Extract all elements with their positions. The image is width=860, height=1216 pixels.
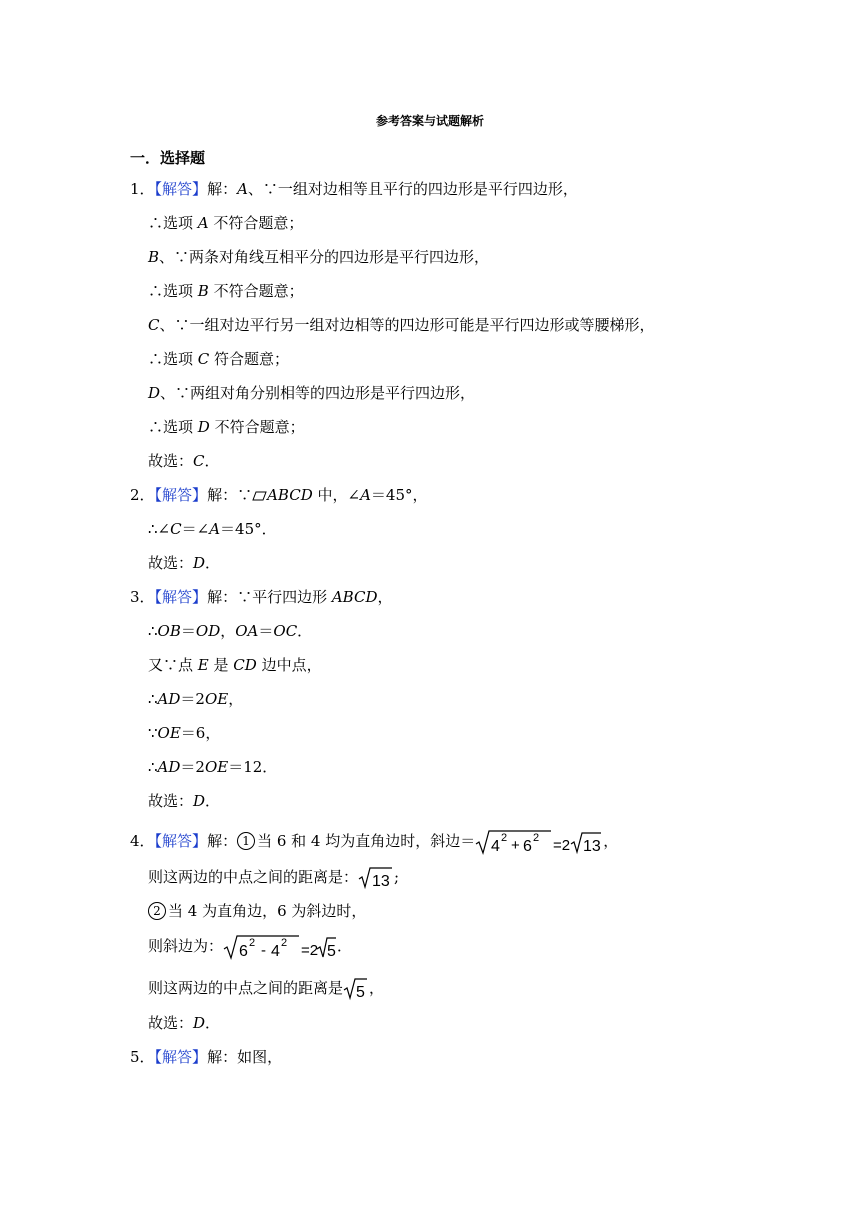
- q2-text: ＝∠: [181, 520, 210, 538]
- sqrt-expression-3: [223, 934, 337, 960]
- q3-text: 边中点，: [256, 656, 322, 674]
- q1-line-4: [148, 281, 304, 301]
- q1-line-9: [148, 451, 220, 471]
- q4-text: 故选：: [148, 1014, 194, 1032]
- q3-var: OD: [195, 622, 221, 640]
- q5-number: 5．: [130, 1048, 155, 1066]
- q3-var: ABCD: [331, 588, 378, 606]
- q1-text: ∴选项: [148, 282, 198, 300]
- math-equals: =2: [301, 942, 319, 959]
- math-exponent: 2: [249, 937, 256, 949]
- q5-answer-tag: 【解答】: [154, 1048, 208, 1066]
- q4-line-5: [148, 977, 384, 1001]
- q1-text: 、∵一组对边相等且平行的四边形是平行四边形，: [247, 180, 578, 198]
- math-term: 5: [356, 984, 365, 1001]
- q4-line-6: [148, 1013, 220, 1033]
- q3-text: ，: [228, 690, 244, 708]
- q3-text: ∴: [148, 622, 158, 640]
- math-term: 13: [372, 873, 390, 890]
- sqrt-expression-1: [475, 829, 603, 855]
- q4-answer-tag: 【解答】: [154, 832, 208, 850]
- q1-line-6: [148, 349, 289, 369]
- q1-var: C: [148, 316, 160, 334]
- q3-var: AD: [157, 690, 181, 708]
- q1-line-3: [148, 247, 489, 267]
- math-operator: +: [511, 837, 521, 854]
- q1-text: ∴选项: [148, 418, 198, 436]
- q3-text: ＝: [258, 622, 274, 640]
- math-term: 6: [523, 838, 533, 855]
- q1-line-2: [148, 213, 303, 233]
- parallelogram-icon: [252, 491, 267, 501]
- q3-line-2: [148, 621, 312, 641]
- math-operator: -: [261, 942, 267, 959]
- math-term: 13: [583, 838, 602, 855]
- q1-number: 1．: [130, 180, 155, 198]
- q3-text: 是: [208, 656, 234, 674]
- q1-var: A: [237, 180, 248, 198]
- q2-line-2: [148, 519, 277, 539]
- q2-var: A: [360, 486, 371, 504]
- math-term: 4: [271, 943, 280, 960]
- q4-number: 4．: [130, 832, 155, 850]
- q1-var: A: [197, 214, 209, 232]
- q3-text: 解：∵平行四边形: [207, 588, 332, 606]
- q4-text: ，: [603, 832, 619, 850]
- q4-var: D: [193, 1014, 206, 1032]
- q3-text: ＝6，: [180, 724, 221, 742]
- q3-answer-tag: 【解答】: [154, 588, 208, 606]
- q1-line-5: [148, 315, 655, 335]
- math-exponent: 2: [501, 832, 508, 844]
- q3-var: CD: [233, 656, 257, 674]
- q1-text: ∴选项: [148, 350, 198, 368]
- q3-var: OE: [204, 690, 229, 708]
- q3-text: ．: [205, 792, 221, 810]
- q1-text: 、∵两组对角分别相等的四边形是平行四边形，: [160, 384, 476, 402]
- q3-var: OB: [157, 622, 181, 640]
- q2-text: ．: [205, 554, 221, 572]
- sqrt-expression-2: [358, 866, 394, 890]
- q2-var: C: [170, 520, 182, 538]
- math-exponent: 2: [281, 937, 288, 949]
- q4-text: ．: [337, 937, 353, 955]
- q3-text: ∵: [148, 724, 158, 742]
- q4-line-3: [148, 901, 366, 921]
- q1-text: 解：: [207, 180, 238, 198]
- section-heading: 一．选择题: [130, 149, 206, 167]
- q3-var: OC: [273, 622, 298, 640]
- q2-answer-tag: 【解答】: [154, 486, 208, 504]
- q1-text: 、∵一组对边平行另一组对边相等的四边形可能是平行四边形或等腰梯形，: [159, 316, 655, 334]
- q2-text: ＝45°，: [370, 486, 428, 504]
- page-title: 参考答案与试题解析: [375, 114, 484, 128]
- q2-line-1: [130, 485, 428, 505]
- q3-var: OA: [235, 622, 259, 640]
- q3-line-5: [148, 723, 220, 743]
- q2-var: A: [209, 520, 221, 538]
- q1-text: 不符合题意；: [208, 282, 304, 300]
- q1-var: D: [148, 384, 161, 402]
- q3-text: ＝2: [180, 758, 205, 776]
- q1-line-7: [148, 383, 475, 403]
- q1-answer-tag: 【解答】: [154, 180, 208, 198]
- q3-text: 又∵点: [148, 656, 198, 674]
- q5-line-1: [130, 1047, 282, 1067]
- q3-line-1: [130, 587, 393, 607]
- q3-var: OE: [157, 724, 181, 742]
- q3-line-6: [148, 757, 277, 777]
- sqrt-expression-4: [343, 977, 369, 1001]
- q3-line-4: [148, 689, 243, 709]
- q4-text: 解：: [207, 832, 238, 850]
- q1-var: D: [197, 418, 210, 436]
- q3-text: ，: [220, 622, 236, 640]
- q3-text: ＝: [180, 622, 196, 640]
- q1-text: 不符合题意；: [209, 418, 305, 436]
- q3-text: ∴: [148, 690, 158, 708]
- q1-text: ．: [204, 452, 220, 470]
- q2-var: ABCD: [267, 486, 313, 504]
- q1-var: C: [193, 452, 205, 470]
- q3-text: 故选：: [148, 792, 194, 810]
- q4-text: 当 6 和 4 均为直角边时，斜边＝: [257, 832, 476, 850]
- q2-text: ∴∠: [148, 520, 171, 538]
- q1-line-1: [130, 179, 578, 199]
- circled-number-2: 2: [148, 902, 166, 920]
- q2-text: 中，∠: [312, 486, 361, 504]
- math-term: 4: [491, 838, 501, 855]
- q1-text: 故选：: [148, 452, 194, 470]
- q4-line-4: [148, 934, 352, 960]
- q2-text: 故选：: [148, 554, 194, 572]
- q1-text: 符合题意；: [209, 350, 290, 368]
- math-term: 5: [327, 943, 336, 960]
- q3-text: ∴: [148, 758, 158, 776]
- q2-number: 2．: [130, 486, 155, 504]
- q4-text: ，: [369, 979, 385, 997]
- q4-text: 则这两边的中点之间的距离是：: [148, 868, 359, 886]
- math-term: 6: [239, 943, 248, 960]
- q3-var: E: [197, 656, 209, 674]
- q2-var: D: [193, 554, 206, 572]
- q3-text: ＝2: [180, 690, 205, 708]
- q4-text: 当 4 为直角边，6 为斜边时，: [168, 902, 367, 920]
- q3-text: ．: [297, 622, 313, 640]
- q4-text: ．: [205, 1014, 221, 1032]
- q1-text: ∴选项: [148, 214, 198, 232]
- q1-var: B: [148, 248, 160, 266]
- q4-text: ;: [394, 868, 400, 886]
- q3-var: AD: [157, 758, 181, 776]
- q2-text: ＝45°．: [220, 520, 277, 538]
- q1-text: 不符合题意；: [208, 214, 304, 232]
- q5-text: 解：如图，: [207, 1048, 283, 1066]
- q1-var: C: [197, 350, 210, 368]
- q3-text: ，: [377, 588, 393, 606]
- q3-var: D: [193, 792, 206, 810]
- q2-line-3: [148, 553, 220, 573]
- math-exponent: 2: [533, 832, 540, 844]
- q3-number: 3．: [130, 588, 155, 606]
- math-equals: =2: [553, 837, 571, 854]
- q3-var: OE: [204, 758, 229, 776]
- q1-var: B: [197, 282, 209, 300]
- circled-number-1: 1: [237, 832, 255, 850]
- q4-text: 则斜边为：: [148, 937, 224, 955]
- q4-line-1: [130, 829, 618, 855]
- q1-text: 、∵两条对角线互相平分的四边形是平行四边形，: [159, 248, 490, 266]
- q3-line-7: [148, 791, 220, 811]
- q1-line-8: [148, 417, 305, 437]
- q4-line-2: [148, 866, 399, 890]
- q4-text: 则这两边的中点之间的距离是: [148, 979, 344, 997]
- q3-text: ＝12．: [228, 758, 278, 776]
- q2-text: 解：∵: [207, 486, 253, 504]
- q3-line-3: [148, 655, 322, 675]
